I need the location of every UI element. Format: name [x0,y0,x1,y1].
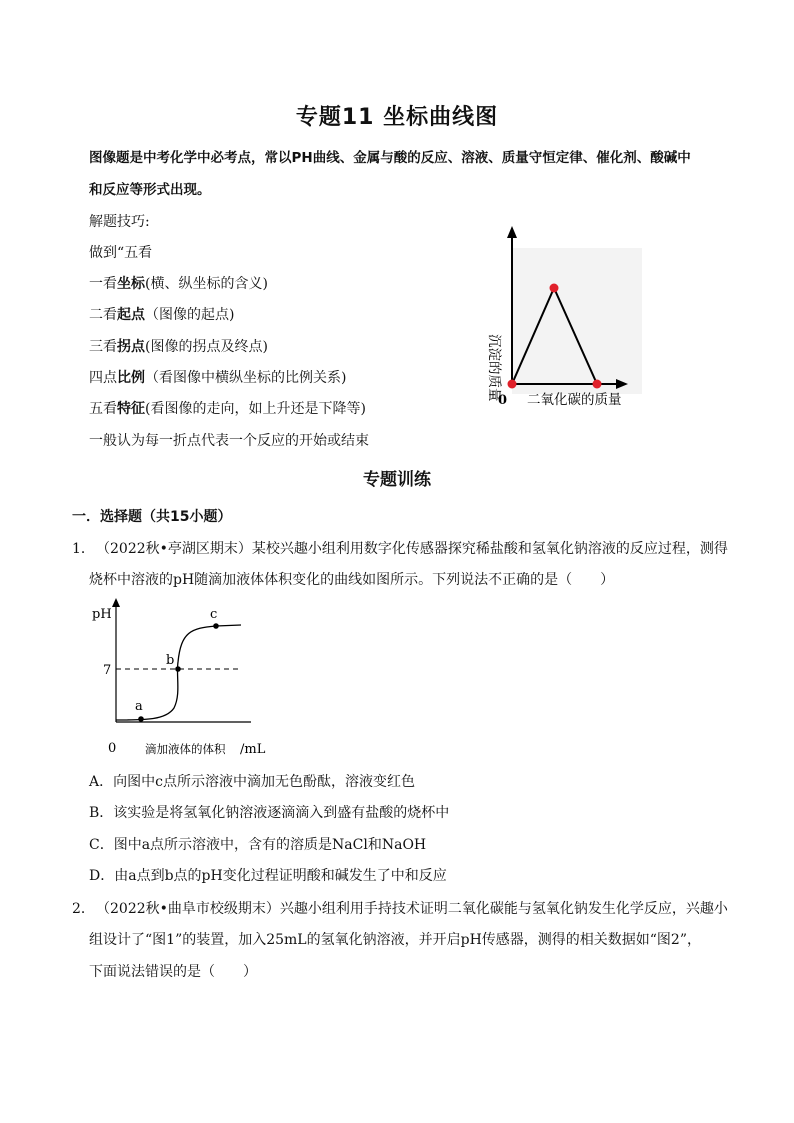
ph-7-label: 7 [103,663,112,678]
tips-line-2 [89,304,234,324]
x-axis-unit: /mL [240,742,266,757]
point-a-label: a [135,699,143,714]
question-1-option-b: B．该实验是将氢氧化钠溶液逐滴滴入到盛有盐酸的烧杯中 [89,805,450,821]
tip-prefix: 二看 [89,307,117,323]
question-1-number: 1． [72,541,95,557]
peak-point [550,284,559,293]
intro-line-1: 图像题是中考化学中必考点，常以PH曲线、金属与酸的反应、溶液、质量守恒定律、催化剂、酸碱中 [89,150,691,166]
tips-line-1 [89,273,268,293]
tip-keyword: 特征 [117,401,145,417]
point-a [138,716,144,722]
question-2-line-2: 组设计了“图1”的装置，加入25mL的氢氧化钠溶液，并开启pH传感器，测得的相关数据如“图2”， [89,932,701,948]
tip-detail: (看图像的走向，如上升还是下降等) [145,401,366,417]
intro-line-2: 和反应等形式出现。 [89,182,211,198]
tip-detail: (图像的拐点及终点) [145,339,268,355]
tip-detail: (横、纵坐标的含义) [145,276,268,292]
tip-keyword: 坐标 [117,276,145,292]
end-point [593,380,602,389]
section-title: 专题训练 [363,470,431,490]
question-1-line-1: （2022秋•亭湖区期末）某校兴趣小组利用数字化传感器探究稀盐酸和氢氧化钠溶液的反应过程，测得 [96,541,728,557]
point-c [213,623,219,629]
tip-prefix: 五看 [89,401,117,417]
tips-line-5 [89,398,366,418]
tip-keyword: 起点 [117,307,145,323]
question-2-number: 2． [72,901,95,917]
x-axis-label: 二氧化碳的质量 [527,392,622,408]
point-b [175,666,181,672]
tip-detail: （图像的起点) [145,307,235,323]
figure-background [512,248,642,394]
triangle-curve-figure [476,222,646,412]
tip-prefix: 四点 [89,370,117,386]
y-axis-arrow [112,598,120,607]
origin-label: 0 [498,393,508,408]
point-c-label: c [210,607,218,622]
ph-curve-figure [86,598,276,762]
y-axis-arrow [507,226,517,238]
tips-line-6: 一般认为每一折点代表一个反应的开始或结束 [89,433,369,449]
question-2-line-3: 下面说法错误的是（ ） [89,964,257,980]
tips-heading: 解题技巧: [89,214,150,230]
tips-line-3 [89,336,268,356]
question-1-option-d: D．由a点到b点的pH变化过程证明酸和碱发生了中和反应 [89,868,447,884]
tips-line-4 [89,367,346,387]
tips-line-0: 做到“五看 [89,245,153,261]
part-heading: 一．选择题（共15小题） [72,509,232,525]
tip-prefix: 三看 [89,339,117,355]
tip-detail: （看图像中横纵坐标的比例关系) [145,370,347,386]
x-axis-label: 滴加液体的体积 [145,742,226,756]
y-axis-label: 沉淀的质量 [486,334,502,402]
question-2-line-1: （2022秋•曲阜市校级期末）兴趣小组利用手持技术证明二氧化碳能与氢氧化钠发生化学反应，兴趣小 [96,901,728,917]
point-b-label: b [166,653,175,668]
tip-keyword: 拐点 [117,339,145,355]
start-point [508,380,517,389]
question-1-option-a: A．向图中c点所示溶液中滴加无色酚酞，溶液变红色 [89,774,415,790]
tip-prefix: 一看 [89,276,117,292]
origin-label: 0 [108,741,117,756]
y-axis-label: pH [92,607,112,622]
question-1-line-2: 烧杯中溶液的pH随滴加液体体积变化的曲线如图所示。下列说法不正确的是（ ） [89,572,615,588]
page-title: 专题11 坐标曲线图 [295,105,499,130]
tip-keyword: 比例 [117,370,145,386]
question-1-option-c: C．图中a点所示溶液中，含有的溶质是NaCl和NaOH [89,837,427,853]
